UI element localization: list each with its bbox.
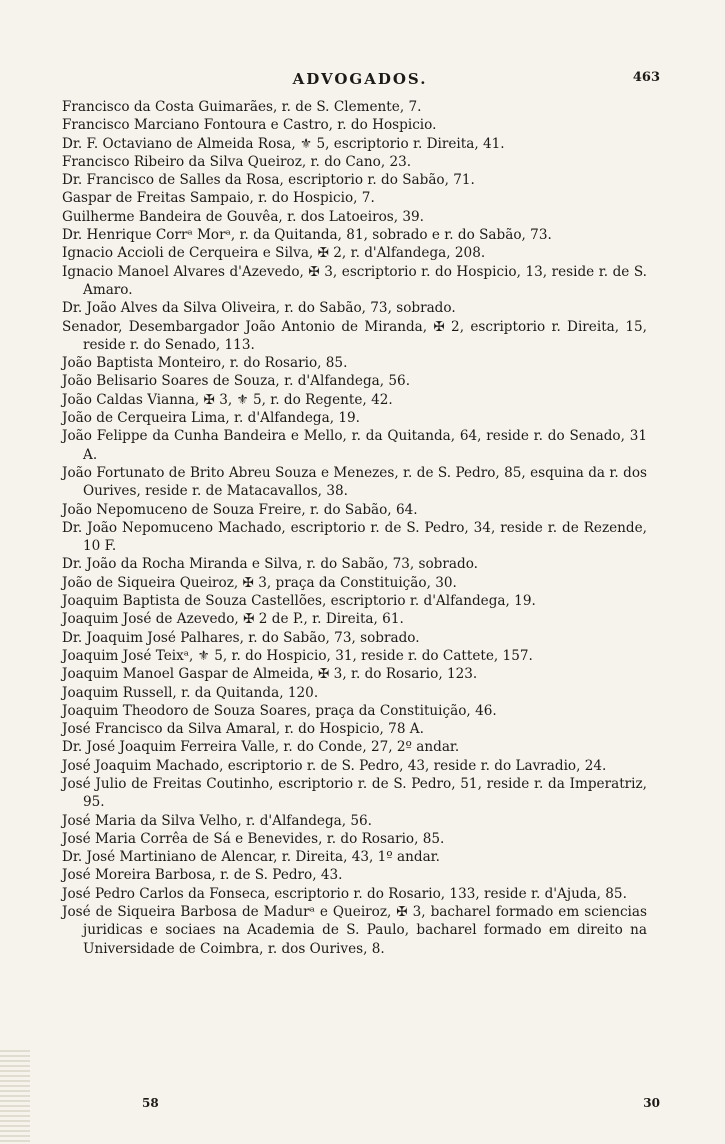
list-item: Dr. Henrique Corrᵃ Morᵃ, r. da Quitanda, 81, sobrado e r. do Sabão, 73.	[62, 227, 552, 244]
list-item: Francisco Ribeiro da Silva Queiroz, r. do Cano, 23.	[62, 153, 412, 170]
footer-number: 30	[643, 1096, 660, 1110]
section-title: ADVOGADOS.	[292, 70, 428, 88]
list-item: João Fortunato de Brito Abreu Souza e Menezes, r. de S. Pedro, 85, esquina da r. dos Ourives, reside r. de Matacavallos, 38.	[62, 464, 647, 500]
list-item: José Maria da Silva Velho, r. d'Alfandega, 56.	[62, 812, 373, 829]
list-item: José Maria Corrêa de Sá e Benevides, r. do Rosario, 85.	[62, 830, 445, 847]
list-item: Joaquim José de Azevedo, ✠ 2 de P., r. Direita, 61.	[62, 611, 404, 628]
list-item: Joaquim Manoel Gaspar de Almeida, ✠ 3, r. do Rosario, 123.	[62, 666, 478, 683]
list-item: Joaquim José Teixᵃ, ⚜ 5, r. do Hospicio, 31, reside r. do Cattete, 157.	[62, 647, 533, 664]
list-item: João de Cerqueira Lima, r. d'Alfandega, 19.	[62, 410, 360, 427]
page-edge-stain	[0, 1050, 30, 1144]
list-item: Dr. João Nepomuceno Machado, escriptorio r. de S. Pedro, 34, reside r. de Rezende, 10 F.	[62, 519, 647, 555]
advocate-list	[62, 98, 647, 958]
list-item: Francisco da Costa Guimarães, r. de S. Clemente, 7.	[62, 99, 422, 115]
list-item: José Pedro Carlos da Fonseca, escriptorio r. do Rosario, 133, reside r. d'Ajuda, 85.	[62, 885, 627, 902]
list-item: João Nepomuceno de Souza Freire, r. do Sabão, 64.	[62, 501, 418, 518]
list-item: Dr. José Joaquim Ferreira Valle, r. do Conde, 27, 2º andar.	[62, 739, 460, 756]
list-item: Dr. João da Rocha Miranda e Silva, r. do Sabão, 73, sobrado.	[62, 556, 478, 573]
list-item: João Baptista Monteiro, r. do Rosario, 85.	[62, 355, 348, 372]
list-item: José Julio de Freitas Coutinho, escriptorio r. de S. Pedro, 51, reside r. da Imperatriz, 95.	[62, 775, 647, 811]
list-item: Dr. Francisco de Salles da Rosa, escriptorio r. do Sabão, 71.	[62, 172, 475, 189]
printer-signature: 58	[142, 1096, 159, 1110]
list-item: João de Siqueira Queiroz, ✠ 3, praça da Constituição, 30.	[62, 574, 457, 591]
list-item: Francisco Marciano Fontoura e Castro, r. do Hospicio.	[62, 117, 437, 134]
list-item: Dr. José Martiniano de Alencar, r. Direita, 43, 1º andar.	[62, 849, 441, 866]
list-item: Senador, Desembargador João Antonio de Miranda, ✠ 2, escriptorio r. Direita, 15, reside r. do Senado, 113.	[62, 318, 647, 353]
list-item: João Caldas Vianna, ✠ 3, ⚜ 5, r. do Regente, 42.	[62, 391, 393, 408]
list-item: Ignacio Accioli de Cerqueira e Silva, ✠ 2, r. d'Alfandega, 208.	[62, 245, 486, 262]
list-item: Ignacio Manoel Alvares d'Azevedo, ✠ 3, escriptorio r. do Hospicio, 13, reside r. de S. Amaro.	[62, 263, 647, 298]
list-item: Guilherme Bandeira de Gouvêa, r. dos Latoeiros, 39.	[62, 208, 424, 225]
list-item: Dr. F. Octaviano de Almeida Rosa, ⚜ 5, escriptorio r. Direita, 41.	[62, 135, 505, 152]
list-item: Joaquim Baptista de Souza Castellões, escriptorio r. d'Alfandega, 19.	[62, 593, 536, 610]
list-item: João Felippe da Cunha Bandeira e Mello, r. da Quitanda, 64, reside r. do Senado, 31 A.	[62, 428, 647, 463]
page-header	[60, 70, 660, 94]
list-item: Joaquim Russell, r. da Quitanda, 120.	[62, 684, 319, 701]
list-item: Dr. João Alves da Silva Oliveira, r. do Sabão, 73, sobrado.	[62, 300, 456, 317]
list-item: José Francisco da Silva Amaral, r. do Hospicio, 78 A.	[62, 721, 424, 738]
list-item: Dr. Joaquim José Palhares, r. do Sabão, 73, sobrado.	[62, 629, 420, 646]
list-item: Joaquim Theodoro de Souza Soares, praça da Constituição, 46.	[62, 702, 497, 719]
list-item: João Belisario Soares de Souza, r. d'Alfandega, 56.	[62, 373, 411, 390]
list-item: José de Siqueira Barbosa de Madurᵃ e Queiroz, ✠ 3, bacharel formado em sciencias juridicas e sociaes na Academia de S. Paulo, bacharel formado em direito na Universidade de Coimbra, r. dos Ourives, 8.	[62, 904, 647, 957]
list-item: Gaspar de Freitas Sampaio, r. do Hospicio, 7.	[62, 190, 375, 207]
list-item: José Joaquim Machado, escriptorio r. de S. Pedro, 43, reside r. do Lavradio, 24.	[62, 757, 607, 774]
page-footer	[60, 1096, 660, 1114]
list-item: José Moreira Barbosa, r. de S. Pedro, 43.	[62, 867, 343, 884]
page-number: 463	[632, 70, 660, 85]
